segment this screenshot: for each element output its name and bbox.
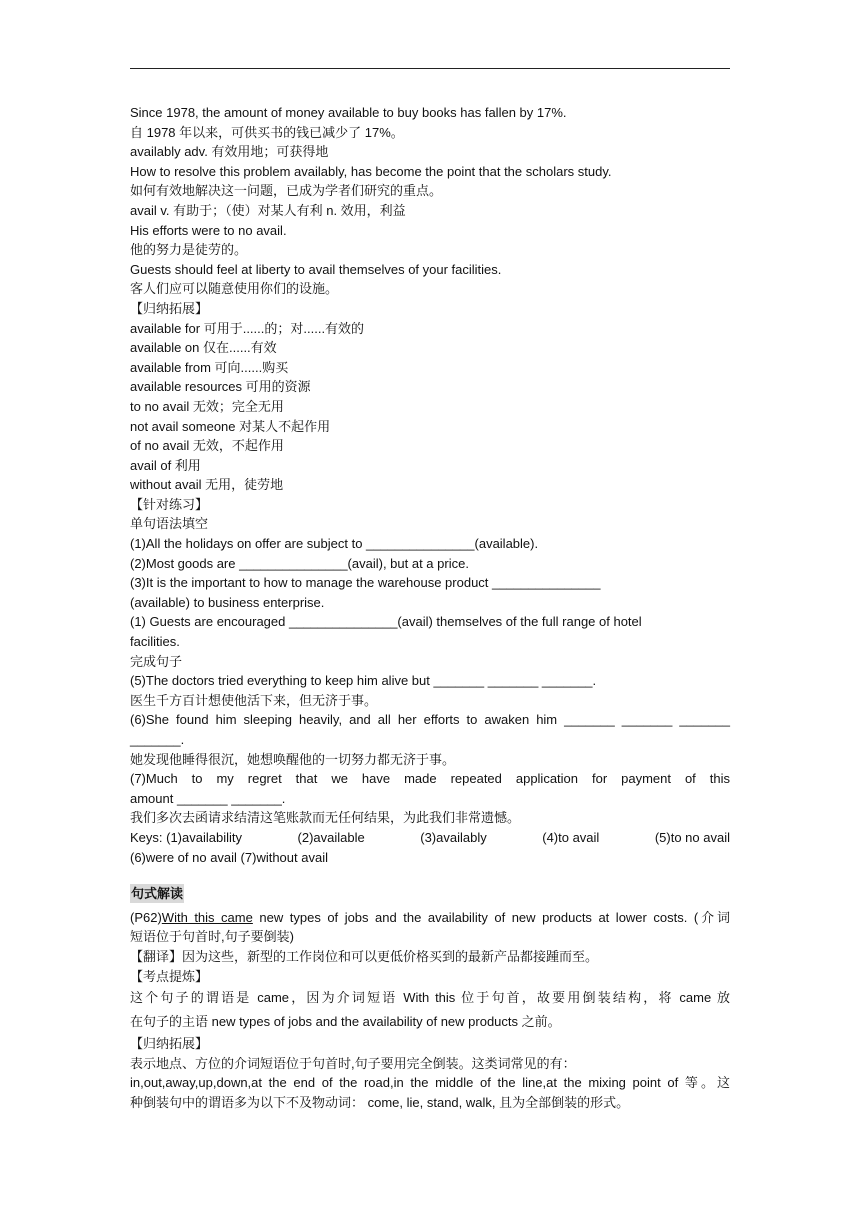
key-item: Keys: (1)availability	[130, 829, 242, 845]
underlined-phrase: With this came	[161, 909, 253, 925]
document-body	[130, 103, 730, 1113]
exercise-line: amount _______ _______.	[130, 790, 286, 806]
key-item: (4)to avail	[542, 829, 600, 845]
vocab-section	[130, 103, 730, 867]
answer-keys-line2: (6)were of no avail (7)without avail	[130, 849, 328, 865]
text-line: Since 1978, the amount of money available to buy books has fallen by 17%.	[130, 105, 567, 120]
text-line: 我们多次去函请求结清这笔账款而无任何结果，为此我们非常遗憾。	[130, 810, 521, 826]
text-line: 单句语法填空	[130, 516, 209, 532]
text-line: 自 1978 年以来，可供买书的钱已减少了 17%。	[130, 124, 404, 140]
sentence-section	[130, 884, 730, 1112]
text-line: 客人们应可以随意使用你们的设施。	[130, 281, 339, 297]
text-line: availably adv. 有效用地；可获得地	[130, 144, 329, 160]
exercise-line: (6)She found him sleeping heavily, and all her efforts to awaken him _______ _______ _______	[130, 712, 730, 728]
text-line: of no avail 无效，不起作用	[130, 438, 284, 454]
text-line: avail v. 有助于；（使）对某人有利 n. 效用，利益	[130, 202, 406, 218]
page-ref: (P62)	[130, 909, 162, 925]
key-item: (3)availably	[420, 829, 487, 845]
text-line: His efforts were to no avail.	[130, 222, 287, 238]
section-label: 【归纳拓展】	[130, 1036, 209, 1052]
exercise-line: (3)It is the important to how to manage the warehouse product _______________	[130, 575, 601, 591]
text-line: Guests should feel at liberty to avail themselves of your facilities.	[130, 261, 502, 277]
text-line: to no avail 无效；完全无用	[130, 398, 284, 414]
text-line: How to resolve this problem availably, has become the point that the scholars study.	[130, 163, 612, 179]
sentence-text: new types of jobs and the availability of new products at lower costs. (介词	[252, 909, 730, 925]
exercise-line: facilities.	[130, 634, 180, 650]
header-rule	[130, 68, 730, 69]
text-line: 短语位于句首时,句子要倒装)	[130, 929, 294, 945]
text-line: 种倒装句中的谓语多为以下不及物动词： come, lie, stand, walk, 且为全部倒装的形式。	[130, 1094, 630, 1110]
text-line: 医生千方百计想使他活下来，但无济于事。	[130, 692, 378, 708]
section-label: 【归纳拓展】	[130, 300, 209, 316]
key-item: (2)available	[297, 829, 365, 845]
text-line: avail of 利用	[130, 457, 201, 473]
text-line: 他的努力是徒劳的。	[130, 242, 248, 258]
exercise-line: (5)The doctors tried everything to keep him alive but _______ _______ _______.	[130, 673, 597, 689]
exercise-line: (2)Most goods are _______________(avail), but at a price.	[130, 555, 469, 571]
section-label: 【考点提炼】	[130, 968, 209, 984]
section-heading: 句式解读	[131, 886, 184, 902]
text-line: available for 可用于......的；对......有效的	[130, 320, 365, 336]
translation: 【翻译】因为这些，新型的工作岗位和可以更低价格买到的最新产品都接踵而至。	[130, 948, 599, 964]
exercise-line: (1)All the holidays on offer are subject to _______________(available).	[130, 536, 539, 552]
text-line: available resources 可用的资源	[130, 379, 311, 395]
text-line: 表示地点、方位的介词短语位于句首时,句子要用完全倒装。这类词常见的有：	[130, 1055, 576, 1071]
text-line: available on 仅在......有效	[130, 340, 277, 356]
exercise-line: (7)Much to my regret that we have made repeated application for payment of this	[130, 771, 730, 787]
section-label: 【针对练习】	[130, 496, 209, 512]
text-line: available from 可向......购买	[130, 359, 289, 375]
exercise-line: (1) Guests are encouraged _______________(avail) themselves of the full range of hotel	[130, 614, 642, 630]
exercise-line: (available) to business enterprise.	[130, 594, 325, 610]
text-line: 她发现他睡得很沉，她想唤醒他的一切努力都无济于事。	[130, 751, 456, 767]
text-line: 完成句子	[130, 653, 183, 669]
text-line: 这个句子的谓语是 came，因为介词短语 With this 位于句首，故要用倒装结构，将 came 放	[130, 990, 730, 1006]
text-line: in,out,away,up,down,at the end of the road,in the middle of the line,at the mixing point of 等。这	[130, 1075, 730, 1091]
exercise-line: _______.	[130, 732, 185, 747]
text-line: without avail 无用，徒劳地	[130, 477, 284, 493]
text-line: 在句子的主语 new types of jobs and the availability of new products 之前。	[130, 1014, 561, 1030]
example-sentence	[130, 908, 730, 928]
text-line: not avail someone 对某人不起作用	[130, 418, 331, 434]
text-line: 如何有效地解决这一问题，已成为学者们研究的重点。	[130, 183, 443, 199]
key-item: (5)to no avail	[654, 829, 730, 845]
answer-keys	[130, 828, 730, 848]
